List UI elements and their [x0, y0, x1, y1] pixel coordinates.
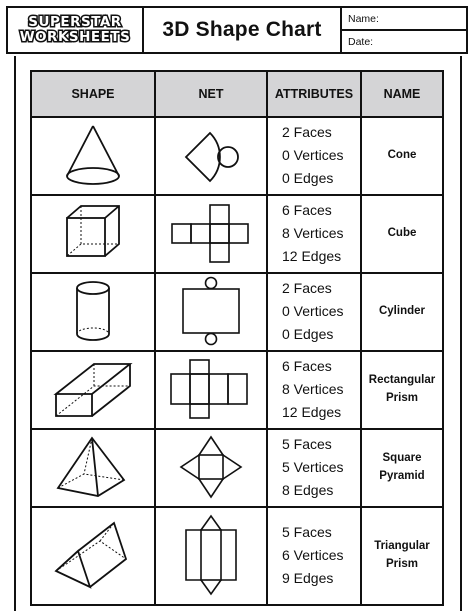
vertices-count: 6 Vertices: [282, 546, 344, 563]
shape-cell: [32, 194, 156, 272]
faces-count: 2 Faces: [282, 123, 332, 140]
superstar-worksheets-logo: [8, 8, 144, 52]
faces-count: 6 Faces: [282, 357, 332, 374]
cylinder-net-icon: [166, 276, 256, 346]
cylinder-icon: [53, 276, 133, 346]
name-cell: [362, 350, 442, 428]
table-header-row: [32, 72, 442, 118]
edges-count: 8 Edges: [282, 481, 334, 498]
name-label: Name:: [348, 12, 379, 25]
header-shape: SHAPE: [32, 72, 156, 116]
table-row: [32, 116, 442, 196]
vertices-count: 8 Vertices: [282, 380, 344, 397]
net-cell: [156, 116, 268, 194]
table-row: [32, 428, 442, 508]
rectangular-prism-net-icon: [166, 354, 256, 424]
edges-count: 0 Edges: [282, 169, 334, 186]
attributes-cell: [268, 116, 362, 194]
edges-count: 12 Edges: [282, 403, 342, 420]
vertices-count: 0 Vertices: [282, 302, 344, 319]
vertices-count: 0 Vertices: [282, 146, 344, 163]
net-cell: [156, 506, 268, 604]
net-cell: [156, 428, 268, 506]
shape-name: Cylinder: [378, 305, 425, 317]
attributes-cell: [268, 428, 362, 506]
header-net: NET: [156, 72, 268, 116]
faces-count: 2 Faces: [282, 279, 332, 296]
net-cell: [156, 350, 268, 428]
vertices-count: 5 Vertices: [282, 458, 344, 475]
shape-cell: [32, 428, 156, 506]
attributes-cell: [268, 506, 362, 604]
cube-icon: [53, 198, 133, 268]
name-cell: [362, 272, 442, 350]
net-cell: [156, 194, 268, 272]
shape-name-line-2: Prism: [386, 558, 418, 570]
name-date-box: [342, 8, 466, 52]
table-row: [32, 506, 442, 604]
shape-cell: [32, 272, 156, 350]
net-cell: [156, 272, 268, 350]
square-pyramid-net-icon: [166, 432, 256, 502]
shape-name: Cone: [387, 149, 417, 161]
cone-net-icon: [166, 120, 256, 190]
shape-name-line-2: Prism: [386, 392, 418, 404]
attributes-cell: [268, 350, 362, 428]
date-label: Date:: [348, 35, 374, 48]
edges-count: 12 Edges: [282, 247, 342, 264]
table-row: [32, 194, 442, 274]
shape-name-line-1: Square: [382, 452, 422, 464]
triangular-prism-net-icon: [166, 512, 256, 598]
square-pyramid-icon: [48, 432, 138, 502]
name-cell: [362, 428, 442, 506]
shape-name-line-2: Pyramid: [379, 470, 425, 482]
shape-chart-table: [30, 70, 444, 606]
date-field[interactable]: [342, 29, 466, 52]
logo-line-1: SUPERSTAR: [28, 14, 122, 30]
page-title: 3D Shape Chart: [144, 8, 342, 52]
attributes-cell: [268, 194, 362, 272]
edges-count: 0 Edges: [282, 325, 334, 342]
faces-count: 5 Faces: [282, 523, 332, 540]
faces-count: 6 Faces: [282, 201, 332, 218]
shape-name-line-1: Triangular: [374, 540, 430, 552]
shape-cell: [32, 116, 156, 194]
shape-name-line-1: Rectangular: [368, 374, 436, 386]
worksheet-header: [6, 6, 468, 54]
rectangular-prism-icon: [48, 354, 138, 424]
name-cell: [362, 194, 442, 272]
edges-count: 9 Edges: [282, 569, 334, 586]
cone-icon: [53, 120, 133, 190]
shape-name: Cube: [387, 227, 417, 239]
vertices-count: 8 Vertices: [282, 224, 344, 241]
header-name: NAME: [383, 87, 421, 101]
cube-net-icon: [166, 198, 256, 268]
shape-cell: [32, 350, 156, 428]
triangular-prism-icon: [48, 515, 138, 595]
name-field[interactable]: [342, 8, 466, 29]
logo-line-2: WORKSHEETS: [19, 29, 131, 45]
faces-count: 5 Faces: [282, 435, 332, 452]
attributes-cell: [268, 272, 362, 350]
shape-cell: [32, 506, 156, 604]
table-row: [32, 272, 442, 352]
header-attributes: ATTRIBUTES: [268, 72, 362, 116]
name-cell: [362, 116, 442, 194]
name-cell: [362, 506, 442, 604]
table-row: [32, 350, 442, 430]
